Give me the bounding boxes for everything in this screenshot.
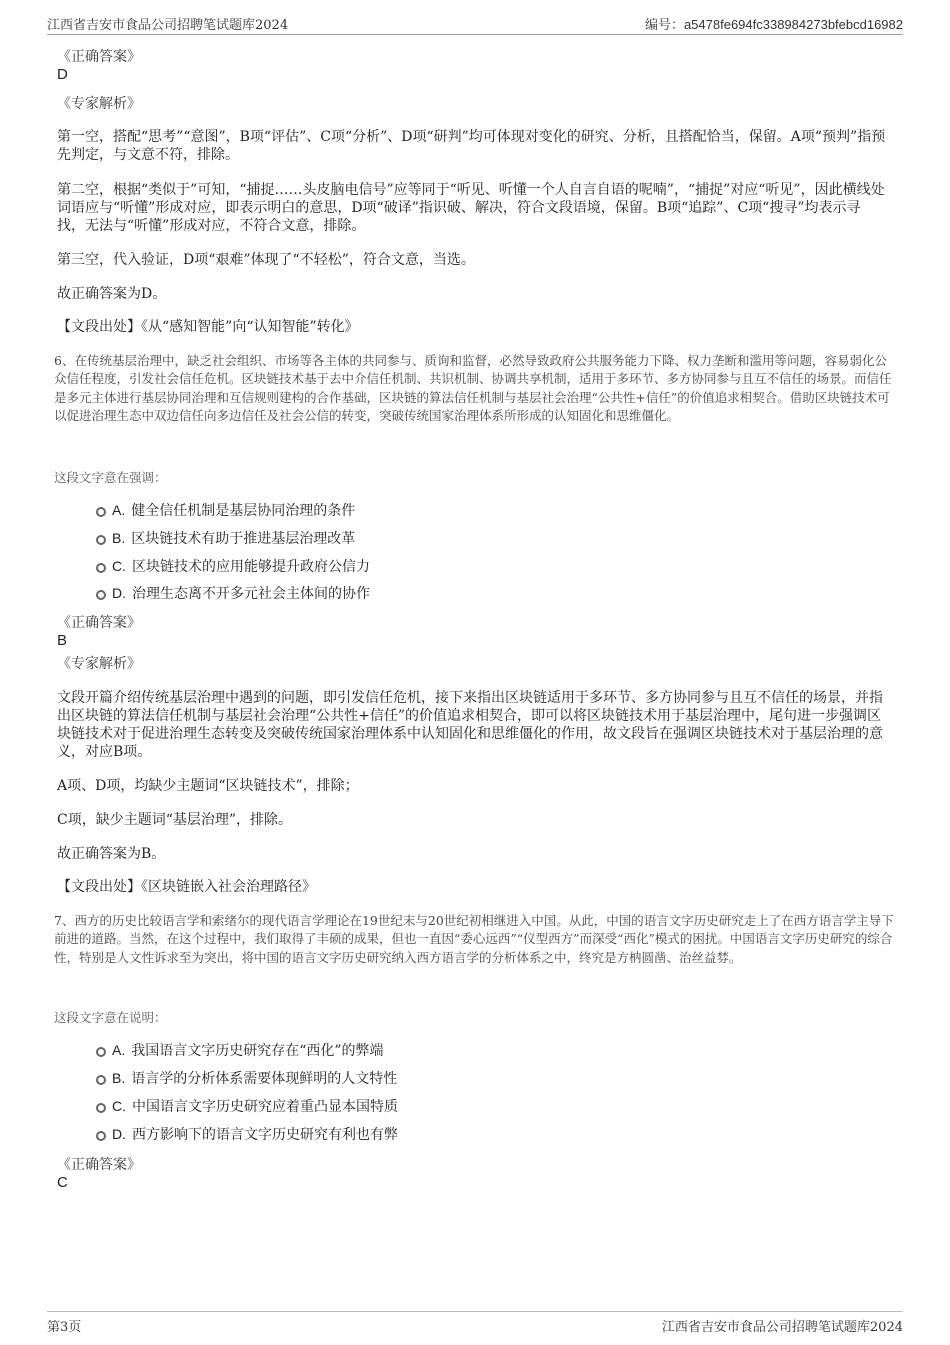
header-title: 江西省吉安市食品公司招聘笔试题库2024 (47, 18, 289, 33)
radio-icon[interactable] (96, 1075, 106, 1085)
q5-analysis-p3: 第三空，代入验证，D项“艰难”体现了“不轻松”，符合文意，当选。 (57, 252, 475, 268)
radio-icon[interactable] (96, 535, 106, 545)
q6-answer-label: 《正确答案》 (57, 615, 141, 631)
q6-option-b[interactable]: B. 区块链技术有助于推进基层治理改革 (96, 528, 355, 548)
q7-answer-label: 《正确答案》 (57, 1157, 141, 1173)
q7-option-c[interactable]: C. 中国语言文字历史研究应着重凸显本国特质 (96, 1096, 398, 1116)
q6-answer: B (57, 632, 68, 649)
radio-icon[interactable] (96, 1131, 106, 1141)
radio-icon[interactable] (96, 563, 106, 573)
q7-prompt: 这段文字意在说明： (54, 1010, 167, 1025)
q6-option-d[interactable]: D. 治理生态离不开多元社会主体间的协作 (96, 583, 370, 603)
q6-prompt: 这段文字意在强调： (54, 470, 167, 485)
q6-analysis-p2: A项、D项，均缺少主题词“区块链技术”，排除； (57, 778, 359, 794)
q6-analysis-p4: 故正确答案为B。 (57, 846, 166, 862)
q6-analysis-p1: 文段开篇介绍传统基层治理中遇到的问题，即引发信任危机，接下来指出区块链适用于多环节、多方协同参与且互不信任的场景，并指出区块链的算法信任机制与基层社会治理“公共性+信任”的价值追求相契合，即可以将区块链技术用于基层治理中，尾句进一步强调区块链技术对于促进治理生态转变及突破传统国家治理体系中认知固化和思维僵化的作用，故文段旨在强调区块链技术对于基层治理的意义，对应B项。 (57, 690, 883, 760)
radio-icon[interactable] (96, 1103, 106, 1113)
q6-option-c[interactable]: C. 区块链技术的应用能够提升政府公信力 (96, 556, 370, 576)
radio-icon[interactable] (96, 507, 106, 517)
q5-analysis-p1: 第一空，搭配“思考”“意图”，B项“评估”、C项“分析”、D项“研判”均可体现对变化的研究、分析，且搭配恰当，保留。A项“预判”指预先判定，与文意不符，排除。 (57, 129, 886, 163)
q5-source: 【文段出处】《从“感知智能”向“认知智能”转化》 (57, 319, 359, 335)
q5-answer-label: 《正确答案》 (57, 49, 141, 65)
q7-option-d[interactable]: D. 西方影响下的语言文字历史研究有利也有弊 (96, 1124, 398, 1144)
q6-option-a[interactable]: A. 健全信任机制是基层协同治理的条件 (96, 500, 355, 520)
page-footer (47, 1311, 903, 1336)
q6-analysis-p3: C项，缺少主题词“基层治理”，排除。 (57, 812, 293, 828)
page-header (47, 14, 903, 35)
q6-analysis-label: 《专家解析》 (57, 656, 141, 672)
q7-option-a[interactable]: A. 我国语言文字历史研究存在“西化”的弊端 (96, 1040, 384, 1060)
q5-answer: D (57, 66, 68, 83)
radio-icon[interactable] (96, 590, 106, 600)
q5-analysis-p4: 故正确答案为D。 (57, 286, 167, 302)
q7-option-b[interactable]: B. 语言学的分析体系需要体现鲜明的人文特性 (96, 1068, 397, 1088)
header-doc-id: 编号：a5478fe694fc338984273bfebcd16982 (644, 17, 903, 32)
q5-analysis-label: 《专家解析》 (57, 96, 141, 112)
page-number: 第3页 (47, 1320, 82, 1335)
radio-icon[interactable] (96, 1047, 106, 1057)
q7-question: 7、西方的历史比较语言学和索绪尔的现代语言学理论在19世纪末与20世纪初相继进入中国。从此，中国的语言文字历史研究走上了在西方语言学主导下前进的道路。当然，在这个过程中，我们取得了丰硕的成果，但也一直因“委心远西”“仪型西方”而深受“西化”模式的困扰。中国语言文字历史研究的综合性，特别是人文性诉求至为突出，将中国的语言文字历史研究纳入西方语言学的分析体系之中，终究是方枘圆凿、治丝益棼。 (54, 913, 894, 965)
q6-question: 6、在传统基层治理中，缺乏社会组织、市场等各主体的共同参与、质询和监督，必然导致政府公共服务能力下降、权力垄断和滥用等问题，容易弱化公众信任程度，引发社会信任危机。区块链技术基于去中介信任机制、共识机制、协调共享机制，适用于多环节、多方协同参与且互不信任的场景。而信任是多元主体进行基层协同治理和互信规则建构的合作基础，区块链的算法信任机制与基层社会治理“公共性+信任”的价值追求相契合。借助区块链技术可以促进治理生态中双边信任向多边信任及社会公信的转变，突破传统国家治理体系所形成的认知固化和思维僵化。 (54, 353, 892, 423)
footer-title: 江西省吉安市食品公司招聘笔试题库2024 (661, 1320, 903, 1335)
q6-source: 【文段出处】《区块链嵌入社会治理路径》 (57, 879, 316, 895)
q5-analysis-p2: 第二空，根据“类似于”可知，“捕捉……头皮脑电信号”应等同于“听见、听懂一个人自言自语的呢喃”，“捕捉”对应“听见”，因此横线处词语应与“听懂”形成对应，即表示明白的意思，D项“破译”指识破、解决，符合文段语境，保留。B项“追踪”、C项“搜寻”均表示寻找，无法与“听懂”形成对应，不符合文意，排除。 (57, 182, 885, 234)
q7-answer: C (57, 1174, 68, 1191)
